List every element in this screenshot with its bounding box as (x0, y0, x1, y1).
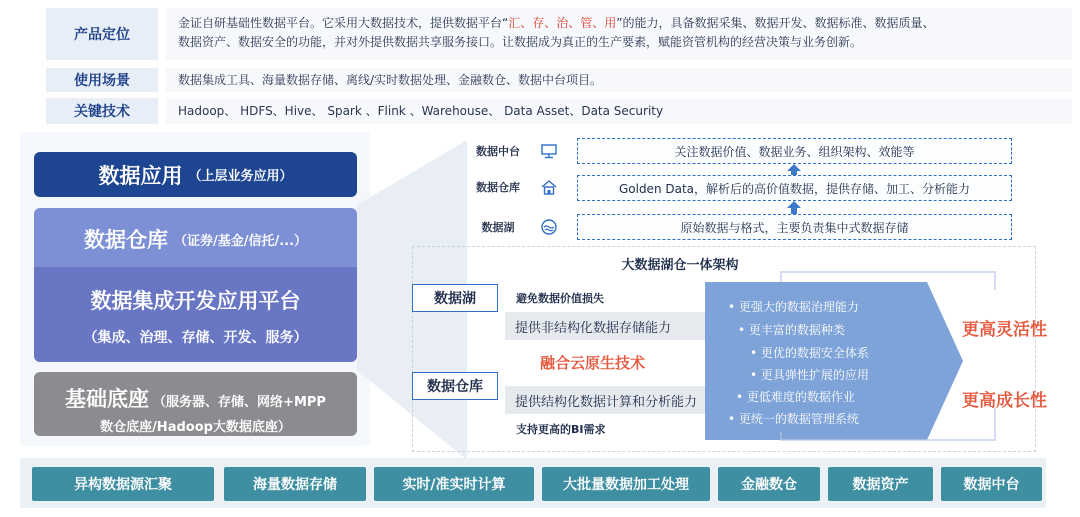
feature-heterogeneous-sources: 异构数据源汇聚 (32, 467, 214, 501)
positioning-line1-b: ”的能力，具备数据采集、数据开发、数据标准、数据质量、 (616, 16, 935, 30)
capability-item: • 更具弹性扩展的应用 (750, 366, 869, 383)
stack-base-block (34, 372, 357, 436)
feature-data-platform: 数据中台 (941, 467, 1042, 501)
capability-item: • 更统一的数据管理系统 (728, 410, 859, 427)
layer-label-lake: 数据湖 (481, 221, 515, 234)
stack-integration-sub: （集成、治理、存储、开发、服务） (83, 330, 308, 346)
stack-app-sub: （上层业务应用） (188, 169, 293, 184)
feature-realtime-compute: 实时/准实时计算 (374, 467, 534, 501)
warehouse-note: 支持更高的BI需求 (516, 423, 606, 436)
stack-base-sub: （服务器、存储、网络+MPP (153, 395, 326, 410)
positioning-label: 产品定位 (46, 8, 158, 60)
capability-item: • 更优的数据安全体系 (750, 344, 869, 361)
capability-item: • 更低难度的数据作业 (736, 388, 855, 405)
positioning-text (166, 8, 1072, 60)
feature-financial-warehouse: 金融数仓 (718, 467, 820, 501)
stack-app-block (34, 152, 357, 197)
scenario-row (46, 68, 1072, 92)
stack-base-line2: 数仓底座/Hadoop大数据底座） (100, 420, 291, 435)
monitor-icon (540, 142, 558, 160)
feature-data-asset: 数据资产 (828, 467, 933, 501)
scenario-label: 使用场景 (46, 68, 158, 92)
positioning-line2: 数据资产、数据安全的功能，并对外提供数据共享服务接口。让数据成为真正的生产要素，赋能资管机构的经营决策与业务创新。 (178, 35, 863, 49)
stack-integration-block (34, 267, 357, 362)
stack-warehouse-sub: （证券/基金/信托/...） (173, 233, 308, 249)
house-icon (540, 178, 558, 196)
feature-batch-processing: 大批量数据加工处理 (542, 467, 710, 501)
stack-integration-title: 数据集成开发应用平台 (90, 289, 301, 313)
stack-warehouse-title: 数据仓库 (83, 228, 168, 252)
lake-note: 避免数据价值损失 (516, 292, 604, 305)
scenario-text: 数据集成工具、海量数据存储、离线/实时数据处理、金融数仓、数据中台项目。 (166, 68, 1072, 92)
tech-row (46, 98, 1072, 124)
feature-mass-storage: 海量数据存储 (224, 467, 366, 501)
positioning-highlight: 汇、存、治、管、用 (508, 16, 617, 30)
capability-item: • 更丰富的数据种类 (738, 321, 845, 338)
lake-band: 提供非结构化数据存储能力 (505, 312, 720, 340)
stack-warehouse-block (34, 208, 357, 270)
layer-label-warehouse: 数据仓库 (476, 181, 520, 194)
lakehouse-title: 大数据湖仓一体架构 (621, 258, 739, 273)
warehouse-band: 提供结构化数据计算和分析能力 (505, 386, 720, 414)
layer-label-platform: 数据中台 (476, 145, 520, 158)
positioning-line1-a: 金证自研基础性数据平台。它采用大数据技术，提供数据平台“ (178, 16, 509, 30)
flexibility-text: 更高灵活性 (962, 320, 1047, 340)
up-arrow-icon (787, 201, 801, 215)
stack-base-title: 基础底座 (65, 387, 150, 411)
loop-connector (775, 268, 1020, 448)
tech-text: Hadoop、 HDFS、Hive、 Spark 、Flink 、Warehouse、 Data Asset、Data Security (166, 98, 1072, 124)
layer-box-lake: 原始数据与格式，主要负责集中式数据存储 (577, 214, 1012, 240)
layer-box-platform: 关注数据价值、数据业务、组织架构、效能等 (577, 138, 1012, 164)
lake-tag: 数据湖 (412, 284, 498, 312)
layer-box-warehouse: Golden Data，解析后的高价值数据，提供存储、加工、分析能力 (577, 175, 1012, 201)
stack-app-title: 数据应用 (98, 163, 183, 188)
tech-label: 关键技术 (46, 98, 158, 124)
positioning-row (46, 8, 1072, 60)
lake-icon (540, 218, 558, 236)
fusion-text: 融合云原生技术 (540, 354, 646, 372)
growth-text: 更高成长性 (962, 391, 1047, 411)
warehouse-tag: 数据仓库 (412, 372, 498, 400)
capability-item: • 更强大的数据治理能力 (728, 298, 859, 315)
